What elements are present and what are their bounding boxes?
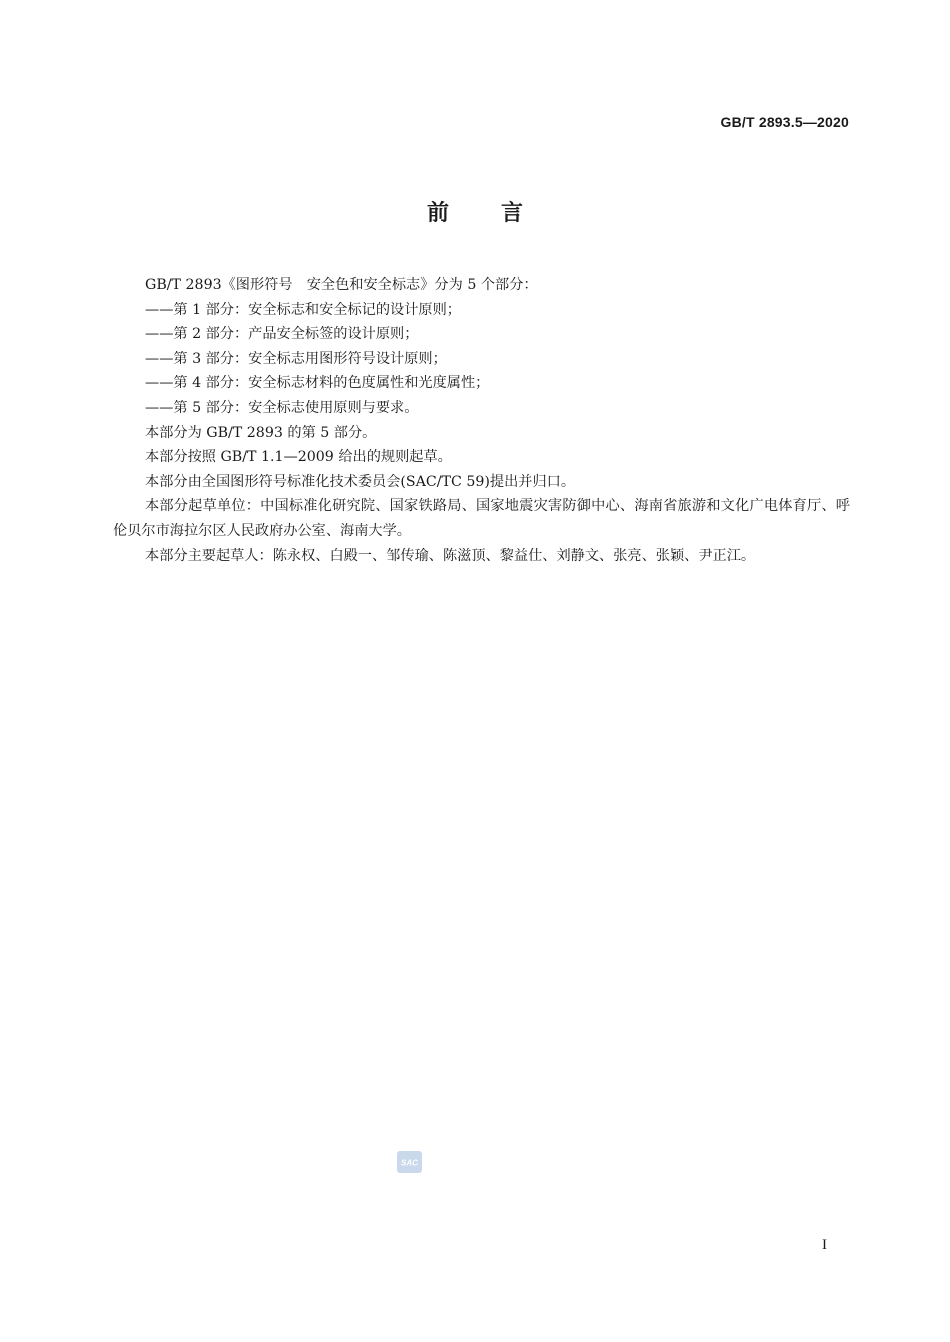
list-item-part-5: ——第 5 部分：安全标志使用原则与要求。	[145, 399, 419, 416]
paragraph-drafters: 本部分主要起草人：陈永权、白殿一、邹传瑜、陈滋顶、黎益仕、刘静文、张亮、张颖、尹正江。	[145, 547, 756, 564]
list-item-part-2: ——第 2 部分：产品安全标签的设计原则；	[145, 326, 419, 343]
paragraph-intro: GB/T 2893《图形符号 安全色和安全标志》分为 5 个部分：	[145, 277, 538, 293]
paragraph-drafting-rules: 本部分按照 GB/T 1.1—2009 给出的规则起草。	[145, 449, 452, 466]
list-item-part-4: ——第 4 部分：安全标志材料的色度属性和光度属性；	[145, 375, 490, 392]
watermark-label: SAC	[401, 1158, 418, 1168]
paragraph-part-statement: 本部分为 GB/T 2893 的第 5 部分。	[145, 424, 377, 441]
sac-logo-icon	[397, 1151, 422, 1173]
page-title: 前言	[426, 201, 575, 226]
paragraph-proposer: 本部分由全国图形符号标准化技术委员会(SAC/TC 59)提出并归口。	[145, 473, 576, 490]
list-item-part-3: ——第 3 部分：安全标志用图形符号设计原则；	[145, 350, 447, 367]
list-item-part-1: ——第 1 部分：安全标志和安全标记的设计原则；	[145, 301, 461, 318]
page-number: I	[822, 1237, 827, 1253]
paragraph-drafting-units: 本部分起草单位：中国标准化研究院、国家铁路局、国家地震灾害防御中心、海南省旅游和文化广电体育厅、呼伦贝尔市海拉尔区人民政府办公室、海南大学。	[113, 498, 850, 539]
standard-code: GB/T 2893.5—2020	[720, 114, 849, 130]
body-text	[113, 273, 850, 568]
